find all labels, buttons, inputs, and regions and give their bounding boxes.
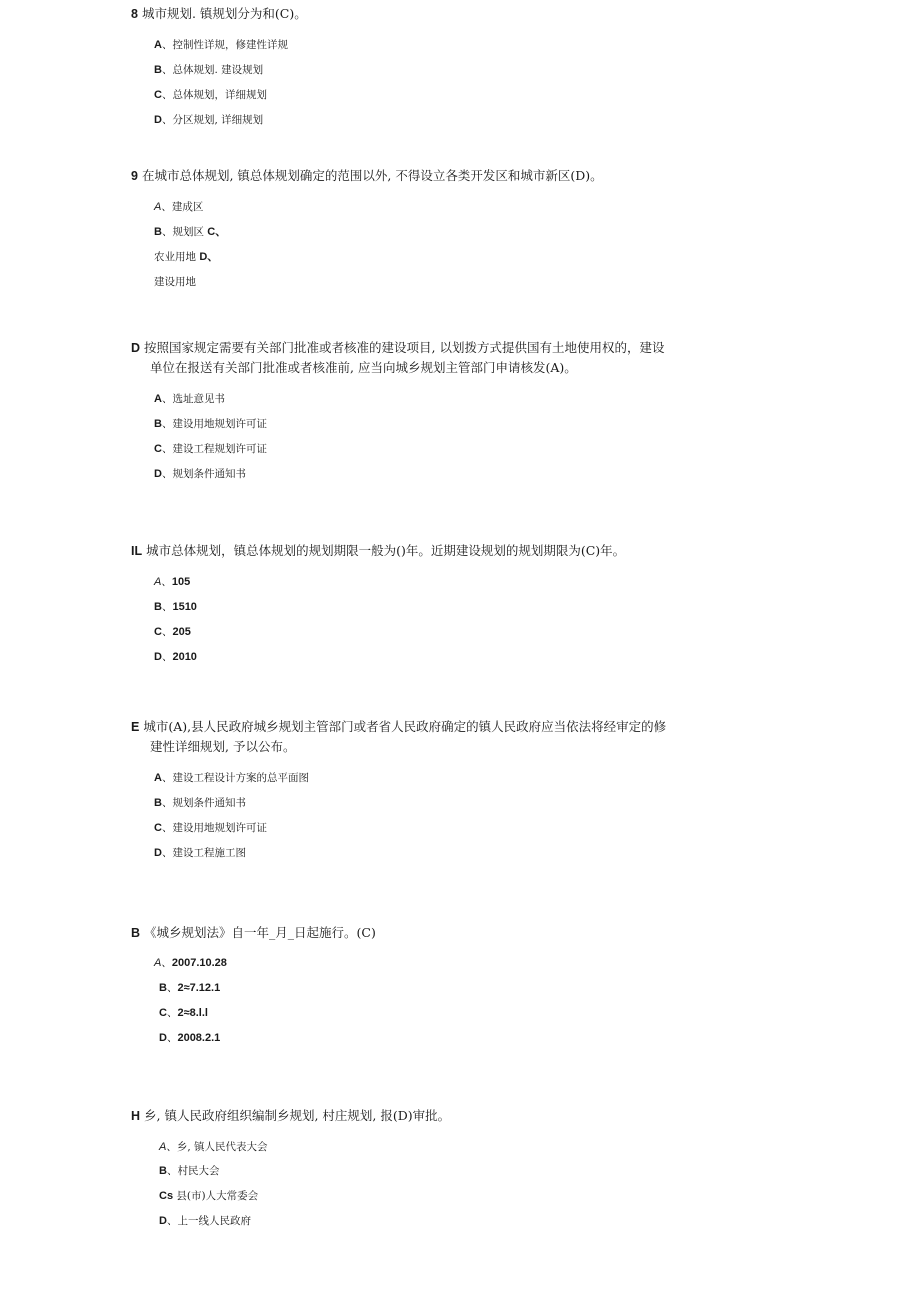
- question-9: [131, 166, 671, 186]
- question-text: 《城乡规划法》自一年_月_日起施行。(C): [144, 925, 376, 940]
- option-d: D、分区规划, 详细规划: [154, 114, 264, 126]
- question-12: [131, 717, 671, 757]
- option-a: A、建设工程设计方案的总平面图: [154, 772, 309, 784]
- question-number: 8: [131, 7, 138, 21]
- question-text: 乡, 镇人民政府组织编制乡规划, 村庄规划, 报(D)审批。: [144, 1108, 451, 1123]
- option-b: B、2≈7.12.1: [159, 982, 221, 994]
- option-c: C、建设用地规划许可证: [154, 822, 267, 834]
- option-c: 农业用地 D、: [154, 251, 219, 263]
- question-11: [131, 541, 671, 561]
- option-d: D、建设工程施工图: [154, 847, 246, 859]
- question-text: 在城市总体规划, 镇总体规划确定的范围以外, 不得设立各类开发区和城市新区(D)。: [141, 168, 603, 183]
- option-c: C、总体规划，详细规划: [154, 89, 267, 101]
- option-b: B、村民大会: [159, 1165, 220, 1177]
- option-d: D、规划条件通知书: [154, 468, 246, 480]
- option-a: A、建成区: [154, 201, 204, 213]
- question-text: 城市规划. 镇规划分为和(C)。: [141, 6, 307, 21]
- option-a: A、2007.10.28: [154, 957, 227, 969]
- question-10: [131, 338, 671, 378]
- option-c: C、2≈8.l.l: [159, 1007, 208, 1019]
- option-d: D、2008.2.1: [159, 1032, 221, 1044]
- option-a: A、乡, 镇人民代表大会: [159, 1141, 268, 1153]
- question-number: D: [131, 341, 141, 355]
- question-number: IL: [131, 544, 143, 558]
- question-number: 9: [131, 169, 138, 183]
- option-a: A、控制性详规，修建性详规: [154, 39, 288, 51]
- question-text-cont: 单位在报送有关部门批准或者核准前, 应当向城乡规划主管部门申请核发(A)。: [150, 360, 577, 375]
- option-c: C、建设工程规划许可证: [154, 443, 267, 455]
- question-8: [131, 4, 671, 24]
- option-d: D、上一线人民政府: [159, 1215, 251, 1227]
- option-b: B、规划条件通知书: [154, 797, 246, 809]
- option-d: 建设用地: [154, 276, 196, 288]
- option-b: B、总体规划. 建设规划: [154, 64, 264, 76]
- option-a: A、选址意见书: [154, 393, 225, 405]
- option-b: B、建设用地规划许可证: [154, 418, 267, 430]
- option-c: C、205: [154, 626, 191, 638]
- question-text: 按照国家规定需要有关部门批准或者核准的建设项目, 以划拨方式提供国有土地使用权的，建设: [144, 340, 665, 355]
- option-c: Cs 县(市)人大常委会: [159, 1190, 259, 1202]
- question-text-cont: 建性详细规划, 予以公布。: [150, 739, 296, 754]
- question-14: [131, 1106, 671, 1126]
- question-13: [131, 923, 671, 943]
- question-text: 城市(A),县人民政府城乡规划主管部门或者省人民政府确定的镇人民政府应当依法将经审定的修: [143, 719, 667, 734]
- option-b: B、规划区 C、: [154, 226, 227, 238]
- question-number: E: [131, 720, 140, 734]
- question-number: B: [131, 926, 141, 940]
- option-b: B、1510: [154, 601, 197, 613]
- option-a: A、105: [154, 576, 191, 588]
- option-d: D、2010: [154, 651, 197, 663]
- question-number: H: [131, 1109, 141, 1123]
- question-text: 城市总体规划，镇总体规划的规划期限一般为()年。近期建设规划的规划期限为(C)年。: [146, 543, 626, 558]
